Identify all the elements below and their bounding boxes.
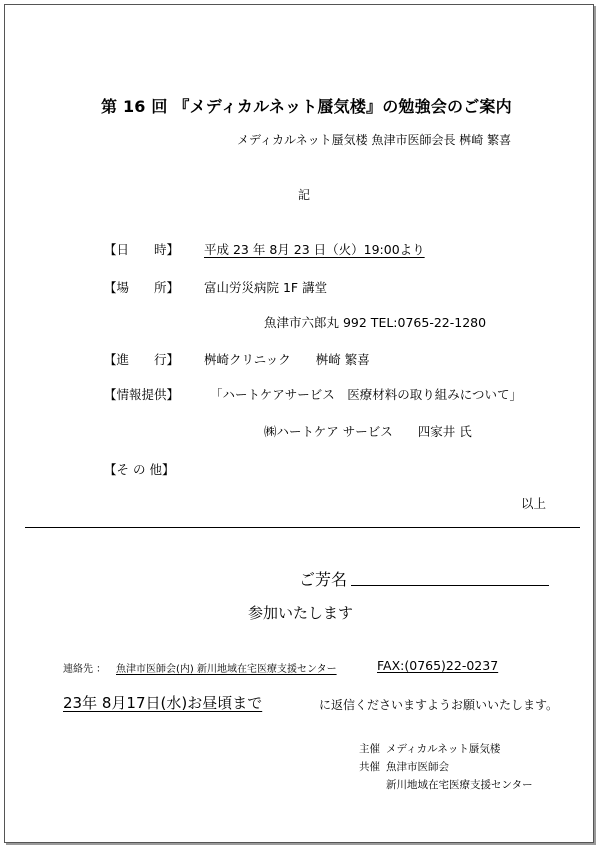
cosponsor-name-2: 新川地域在宅医療支援センター: [386, 779, 533, 791]
name-label: ご芳名: [299, 570, 348, 589]
place-label: 【場 所】: [104, 280, 180, 295]
info-presenter: ㈱ハートケア サービス 四家井 氏: [264, 424, 472, 439]
contact-label: 連絡先 ：: [63, 664, 107, 675]
name-entry-line: [351, 585, 549, 586]
place-value: 富山労災病院 1F 講堂: [204, 280, 328, 295]
ki-heading: 記: [298, 188, 311, 202]
info-value: 「ハートケアサービス 医療材料の取り組みについて」: [210, 387, 523, 402]
document-page: [4, 4, 594, 843]
host-label: 【進 行】: [104, 352, 180, 367]
other-label: 【そ の 他】: [104, 462, 175, 477]
section-divider: [25, 527, 580, 528]
ijo-text: 以上: [521, 496, 547, 511]
date-label: 【日 時】: [104, 242, 180, 257]
organizer-line: メディカルネット蜃気楼 魚津市医師会長 桝崎 繁喜: [237, 133, 512, 147]
place-address: 魚津市六郎丸 992 TEL:0765-22-1280: [264, 315, 487, 330]
date-value: 平成 23 年 8月 23 日（火）19:00より: [204, 242, 425, 257]
sponsor-name: メディカルネット蜃気楼: [386, 743, 501, 755]
fax-number: FAX:(0765)22-0237: [377, 658, 499, 673]
info-label: 【情報提供】: [104, 387, 180, 402]
cosponsor-name-1: 魚津市医師会: [386, 761, 449, 773]
host-value: 桝崎クリニック 桝崎 繁喜: [204, 352, 370, 367]
reply-deadline-note: に返信くださいますようお願いいたします。: [319, 698, 559, 712]
cosponsor-label: 共催: [359, 761, 380, 773]
reply-deadline: 23年 8月17日(水)お昼頃まで: [63, 694, 263, 712]
contact-address: 魚津市医師会(内) 新川地域在宅医療支援センター: [116, 664, 337, 675]
sponsor-label: 主催: [359, 743, 380, 755]
attend-text: 参加いたします: [248, 604, 354, 622]
document-title: 第 16 回 『メディカルネット蜃気楼』の勉強会のご案内: [101, 97, 512, 116]
